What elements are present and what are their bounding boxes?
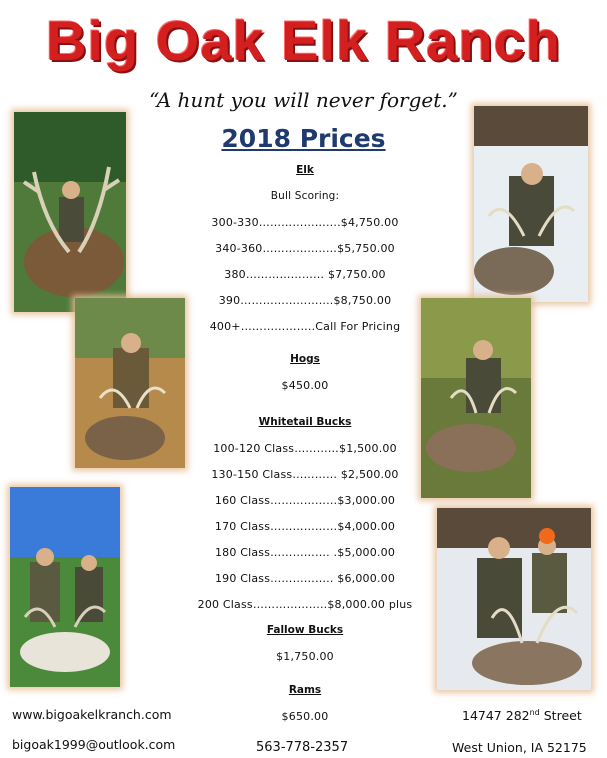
street-address: [462, 708, 582, 723]
elk-price-line: 380………………… $7,750.00: [224, 268, 386, 281]
photo-whitetail-snow-2: [437, 508, 591, 690]
photo-whitetail-hunter-1: [75, 298, 185, 468]
elk-subheading: Bull Scoring:: [270, 190, 340, 202]
street-suffix: nd: [529, 708, 540, 717]
whitetail-price-line: 160 Class………………$3,000.00: [214, 494, 396, 507]
whitetail-price-line: 190 Class…………….. $6,000.00: [214, 572, 396, 585]
photo-whitetail-hunter-2: [421, 298, 531, 498]
whitetail-price-line: 180 Class……………. .$5,000.00: [214, 546, 396, 559]
street-number: 14747 282: [462, 708, 530, 724]
website-link[interactable]: www.bigoakelkranch.com: [12, 707, 172, 722]
fallow-price: $1,750.00: [276, 650, 334, 663]
photo-elk-hunter-1: [14, 112, 126, 312]
whitetail-price-line: 130-150 Class………… $2,500.00: [211, 468, 399, 481]
photo-fallow-hunters: [10, 487, 120, 687]
elk-price-line: 400+………………..Call For Pricing: [209, 320, 401, 333]
elk-price-line: 300-330………………....$4,750.00: [211, 216, 399, 229]
whitetail-price-line: 100-120 Class…………$1,500.00: [213, 442, 397, 455]
whitetail-price-line: 200 Class…………….....$8,000.00 plus: [197, 598, 413, 611]
ranch-title: Big Oak Elk Ranch: [46, 9, 561, 72]
section-heading-whitetail: Whitetail Bucks: [258, 416, 352, 428]
price-year-heading: 2018 Prices: [221, 124, 386, 153]
phone-number: 563-778-2357: [256, 740, 349, 755]
section-heading-hogs: Hogs: [290, 353, 320, 365]
elk-price-line: 340-360……………..…$5,750.00: [215, 242, 395, 255]
whitetail-price-line: 170 Class………………$4,000.00: [214, 520, 396, 533]
section-heading-elk: Elk: [296, 164, 314, 176]
email-link[interactable]: bigoak1999@outlook.com: [12, 737, 176, 752]
hogs-price: $450.00: [281, 379, 329, 392]
section-heading-rams: Rams: [288, 684, 322, 696]
street-name: Street: [539, 708, 582, 724]
section-heading-fallow: Fallow Bucks: [266, 624, 344, 636]
elk-price-line: 390…………………....$8,750.00: [218, 294, 392, 307]
city-state-zip: West Union, IA 52175: [452, 740, 587, 755]
rams-price: $650.00: [281, 710, 329, 723]
photo-whitetail-snow-1: [474, 106, 588, 302]
tagline: “A hunt you will never forget.”: [149, 88, 458, 112]
